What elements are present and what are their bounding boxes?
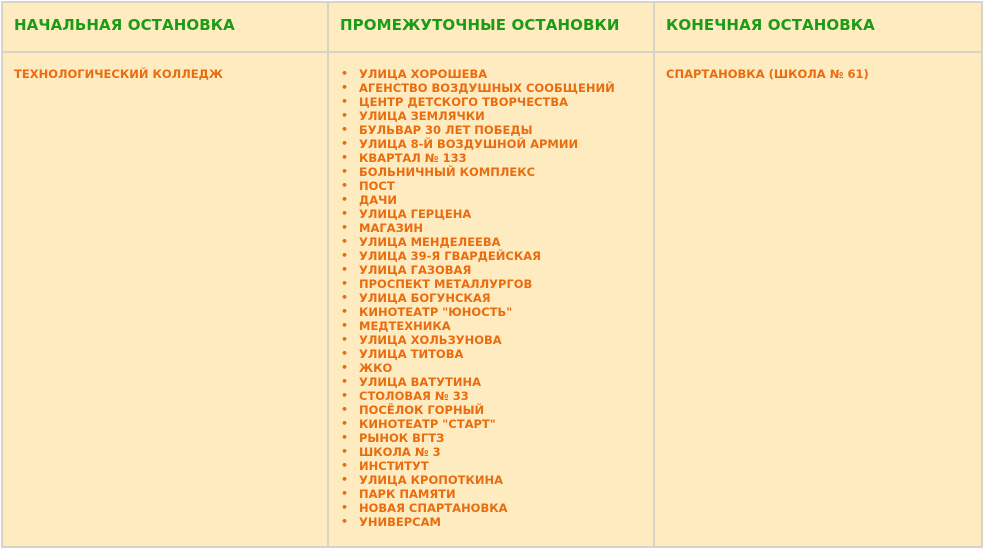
list-item: [340, 221, 642, 235]
stop-name: ПОСТ: [359, 179, 395, 193]
stop-name: УЛИЦА ГАЗОВАЯ: [359, 263, 472, 277]
stop-name: БОЛЬНИЧНЫЙ КОМПЛЕКС: [359, 165, 536, 179]
bullet-icon: •: [341, 319, 349, 332]
stop-name: ПАРК ПАМЯТИ: [359, 487, 456, 501]
list-item: [340, 67, 642, 81]
table-row: [2, 52, 982, 547]
list-item: [340, 179, 642, 193]
list-item: [340, 445, 642, 459]
bullet-icon: •: [341, 487, 349, 500]
list-item: [340, 109, 642, 123]
bullet-icon: •: [341, 221, 349, 234]
stop-name: ИНСТИТУТ: [359, 459, 429, 473]
end-stop-name: СПАРТАНОВКА (ШКОЛА № 61): [666, 67, 869, 81]
list-item: [340, 333, 642, 347]
stop-name: УЛИЦА КРОПОТКИНА: [359, 473, 504, 487]
stop-name: ЦЕНТР ДЕТСКОГО ТВОРЧЕСТВА: [359, 95, 569, 109]
stop-name: МАГАЗИН: [359, 221, 423, 235]
list-item: [340, 291, 642, 305]
list-item: [340, 417, 642, 431]
bullet-icon: •: [341, 305, 349, 318]
bullet-icon: •: [341, 403, 349, 416]
bullet-icon: •: [341, 193, 349, 206]
stop-name: ПРОСПЕКТ МЕТАЛЛУРГОВ: [359, 277, 533, 291]
bullet-icon: •: [341, 501, 349, 514]
list-item: [340, 123, 642, 137]
list-item: [340, 389, 642, 403]
list-item: [340, 193, 642, 207]
stop-name: РЫНОК ВГТЗ: [359, 431, 445, 445]
list-item: [340, 319, 642, 333]
list-item: [340, 515, 642, 529]
bullet-icon: •: [341, 179, 349, 192]
list-item: [340, 403, 642, 417]
bullet-icon: •: [341, 389, 349, 402]
intermediate-stops-list: [340, 67, 642, 529]
bullet-icon: •: [341, 473, 349, 486]
list-item: [340, 431, 642, 445]
stop-name: КИНОТЕАТР "СТАРТ": [359, 417, 496, 431]
list-item: [340, 137, 642, 151]
list-item: [340, 501, 642, 515]
stop-name: УЛИЦА 39-Я ГВАРДЕЙСКАЯ: [359, 249, 541, 263]
header-start-stop: НАЧАЛЬНАЯ ОСТАНОВКА: [2, 2, 328, 52]
list-item: [340, 277, 642, 291]
bullet-icon: •: [341, 67, 349, 80]
start-stop-name: ТЕХНОЛОГИЧЕСКИЙ КОЛЛЕДЖ: [14, 67, 223, 81]
bullet-icon: •: [341, 515, 349, 528]
stop-name: УЛИЦА ГЕРЦЕНА: [359, 207, 472, 221]
list-item: [340, 347, 642, 361]
stop-name: КИНОТЕАТР "ЮНОСТЬ": [359, 305, 513, 319]
stop-name: СТОЛОВАЯ № 33: [359, 389, 469, 403]
stop-name: БУЛЬВАР 30 ЛЕТ ПОБЕДЫ: [359, 123, 533, 137]
stop-name: ШКОЛА № 3: [359, 445, 441, 459]
route-stops-table: [1, 1, 983, 548]
stop-name: УЛИЦА ТИТОВА: [359, 347, 464, 361]
bullet-icon: •: [341, 95, 349, 108]
list-item: [340, 487, 642, 501]
stop-name: УЛИЦА ВАТУТИНА: [359, 375, 481, 389]
list-item: [340, 473, 642, 487]
stop-name: АГЕНСТВО ВОЗДУШНЫХ СООБЩЕНИЙ: [359, 81, 615, 95]
stop-name: УЛИЦА ХОЛЬЗУНОВА: [359, 333, 502, 347]
stop-name: ЖКО: [359, 361, 393, 375]
stop-name: УНИВЕРСАМ: [359, 515, 441, 529]
bullet-icon: •: [341, 207, 349, 220]
bullet-icon: •: [341, 375, 349, 388]
stop-name: КВАРТАЛ № 133: [359, 151, 467, 165]
bullet-icon: •: [341, 137, 349, 150]
bullet-icon: •: [341, 445, 349, 458]
list-item: [340, 305, 642, 319]
list-item: [340, 165, 642, 179]
bullet-icon: •: [341, 277, 349, 290]
bullet-icon: •: [341, 151, 349, 164]
list-item: [340, 207, 642, 221]
stop-name: МЕДТЕХНИКА: [359, 319, 451, 333]
stop-name: УЛИЦА 8-Й ВОЗДУШНОЙ АРМИИ: [359, 137, 579, 151]
stop-name: ДАЧИ: [359, 193, 398, 207]
bullet-icon: •: [341, 235, 349, 248]
list-item: [340, 151, 642, 165]
intermediate-stops-cell: [328, 52, 654, 547]
stop-name: ПОСЁЛОК ГОРНЫЙ: [359, 403, 485, 417]
bullet-icon: •: [341, 165, 349, 178]
list-item: [340, 361, 642, 375]
bullet-icon: •: [341, 347, 349, 360]
header-end-stop: КОНЕЧНАЯ ОСТАНОВКА: [654, 2, 982, 52]
bullet-icon: •: [341, 361, 349, 374]
bullet-icon: •: [341, 459, 349, 472]
list-item: [340, 375, 642, 389]
bullet-icon: •: [341, 333, 349, 346]
end-stop-cell: [654, 52, 982, 547]
bullet-icon: •: [341, 123, 349, 136]
list-item: [340, 459, 642, 473]
bullet-icon: •: [341, 109, 349, 122]
bullet-icon: •: [341, 431, 349, 444]
list-item: [340, 95, 642, 109]
bullet-icon: •: [341, 417, 349, 430]
start-stop-cell: [2, 52, 328, 547]
list-item: [340, 235, 642, 249]
stop-name: УЛИЦА БОГУНСКАЯ: [359, 291, 491, 305]
list-item: [340, 249, 642, 263]
bullet-icon: •: [341, 291, 349, 304]
stop-name: НОВАЯ СПАРТАНОВКА: [359, 501, 508, 515]
stop-name: УЛИЦА ЗЕМЛЯЧКИ: [359, 109, 485, 123]
bullet-icon: •: [341, 249, 349, 262]
list-item: [340, 263, 642, 277]
header-intermediate-stops: ПРОМЕЖУТОЧНЫЕ ОСТАНОВКИ: [328, 2, 654, 52]
list-item: [340, 81, 642, 95]
table-header-row: [2, 2, 982, 52]
stop-name: УЛИЦА ХОРОШЕВА: [359, 67, 488, 81]
bullet-icon: •: [341, 263, 349, 276]
stop-name: УЛИЦА МЕНДЕЛЕЕВА: [359, 235, 501, 249]
bullet-icon: •: [341, 81, 349, 94]
